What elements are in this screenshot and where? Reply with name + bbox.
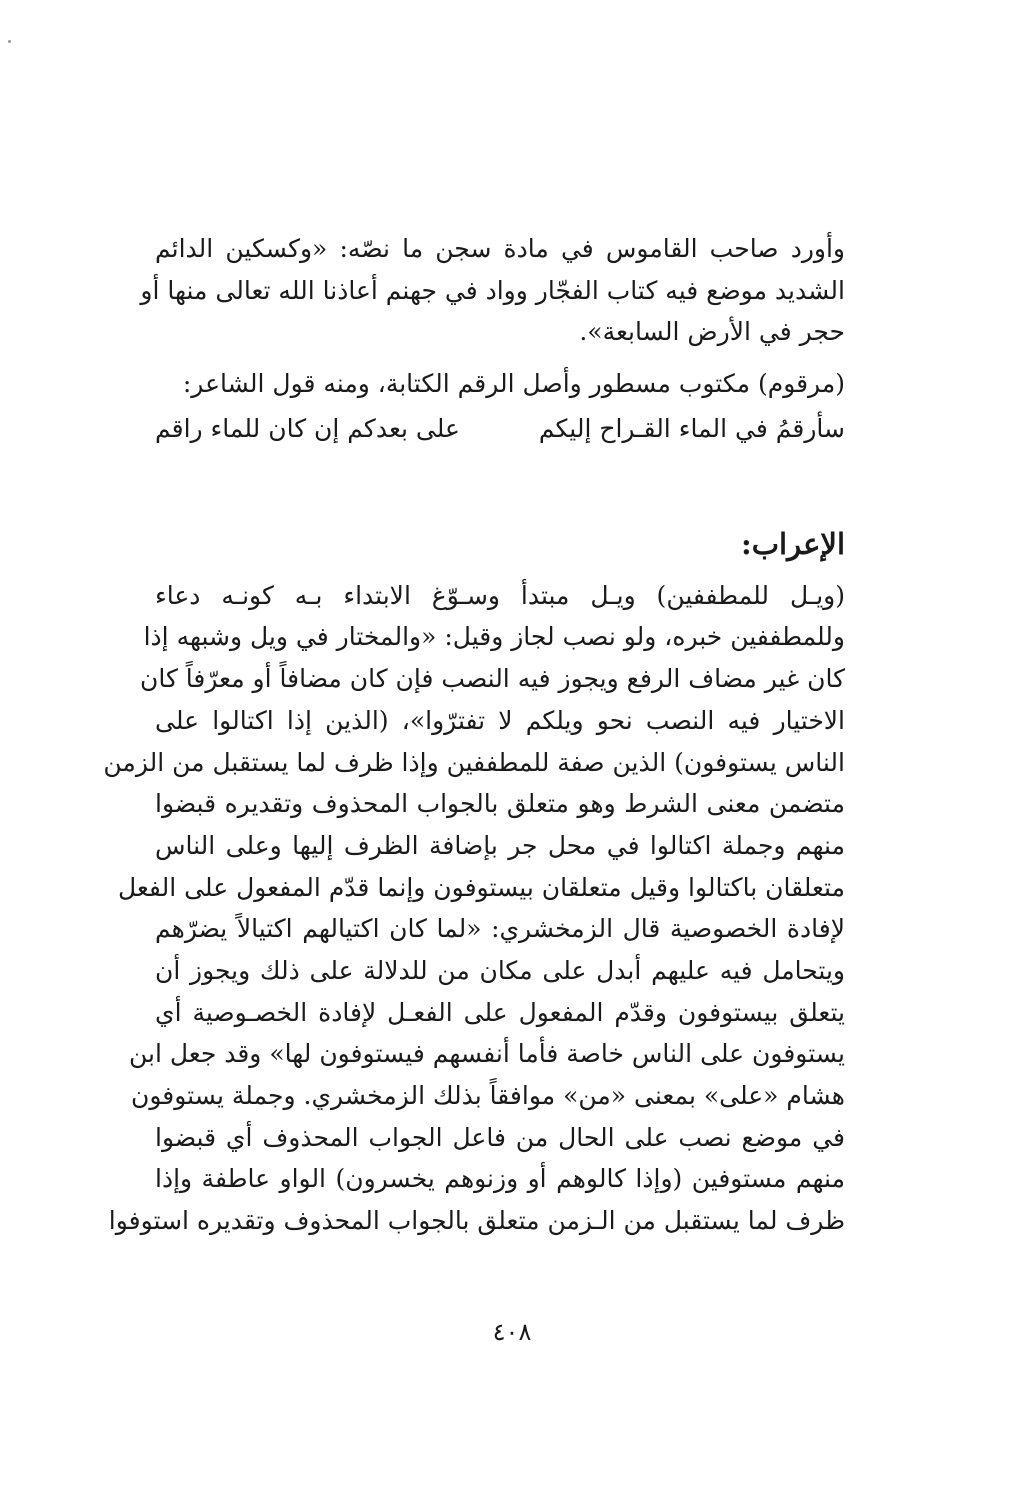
section-heading: الإعراب:: [741, 526, 845, 561]
page-number: ٤٠٨: [492, 1318, 532, 1346]
text-line: وللمطففين خبره، ولو نصب لجاز وقيل: «والمختار في ويل وشبهه إذا: [143, 622, 845, 652]
text-line: منهم مستوفين (وإذا كالوهم أو وزنوهم يخسرون) الواو عاطفة وإذا: [155, 1164, 845, 1194]
verse-first-hemistich: سأرقمُ في الماء القـراح إليكم: [538, 413, 845, 443]
text-line: منهم وجملة اكتالوا في محل جر بإضافة الظرف إليها وعلى الناس: [155, 830, 845, 860]
text-line: الاختيار فيه النصب نحو ويلكم لا تفترّوا»، (الذين إذا اكتالوا على: [155, 705, 845, 735]
grammar-analysis-paragraph: [103, 575, 845, 1242]
text-line: (ويـل للمطففين) ويـل مبتدأ وسـوّغ الابتداء بـه كونـه دعاء: [155, 580, 845, 610]
poetry-verse: [155, 407, 845, 451]
text-line: يتعلق بيستوفون وقدّم المفعول على الفعـل لإفادة الخصـوصية أي: [155, 997, 845, 1027]
definition-line: (مرقوم) مكتوب مسطور وأصل الرقم الكتابة، ومنه قول الشاعر:: [182, 369, 845, 399]
text-line: كان غير مضاف الرفع ويجوز فيه النصب فإن كان مضافاً أو معرّفاً كان: [139, 664, 845, 694]
quote-paragraph: [140, 228, 845, 353]
text-line: هشام «على» بمعنى «من» موافقاً بذلك الزمخشري. وجملة يستوفون: [131, 1081, 845, 1110]
scan-speck: [8, 40, 11, 43]
text-line: ويتحامل فيه عليهم أبدل على مكان من للدلالة على ذلك ويجوز أن: [155, 955, 845, 985]
verse-second-hemistich: على بعدكم إن كان للماء راقم: [155, 413, 460, 443]
text-line: متعلقان باكتالوا وقيل متعلقان بيستوفون وإنما قدّم المفعول على الفعل: [117, 872, 845, 902]
text-line: ظرف لما يستقبل من الـزمن متعلق بالجواب المحذوف وتقديره استوفوا: [108, 1206, 845, 1236]
page-text-block: [103, 228, 845, 1242]
text-line: الشديد موضع فيه كتاب الفجّار وواد في جهنم أعاذنا الله تعالى منها أو: [140, 275, 845, 305]
text-line: يستوفون على الناس خاصة فأما أنفسهم فيستوفون لها» وقد جعل ابن: [128, 1039, 845, 1069]
text-line: وأورد صاحب القاموس في مادة سجن ما نصّه: «وكسكين الدائم: [155, 234, 845, 263]
text-line: حجر في الأرض السابعة».: [579, 317, 845, 347]
text-line: في موضع نصب على الحال من فاعل الجواب المحذوف أي قبضوا: [155, 1122, 845, 1152]
text-line: متضمن معنى الشرط وهو متعلق بالجواب المحذوف وتقديره قبضوا: [155, 789, 845, 819]
text-line: لإفادة الخصوصية قال الزمخشري: «لما كان اكتيالهم اكتيالاً يضرّهم: [155, 914, 845, 944]
text-line: الناس يستوفون) الذين صفة للمطففين وإذا ظرف لما يستقبل من الزمن: [103, 747, 845, 777]
